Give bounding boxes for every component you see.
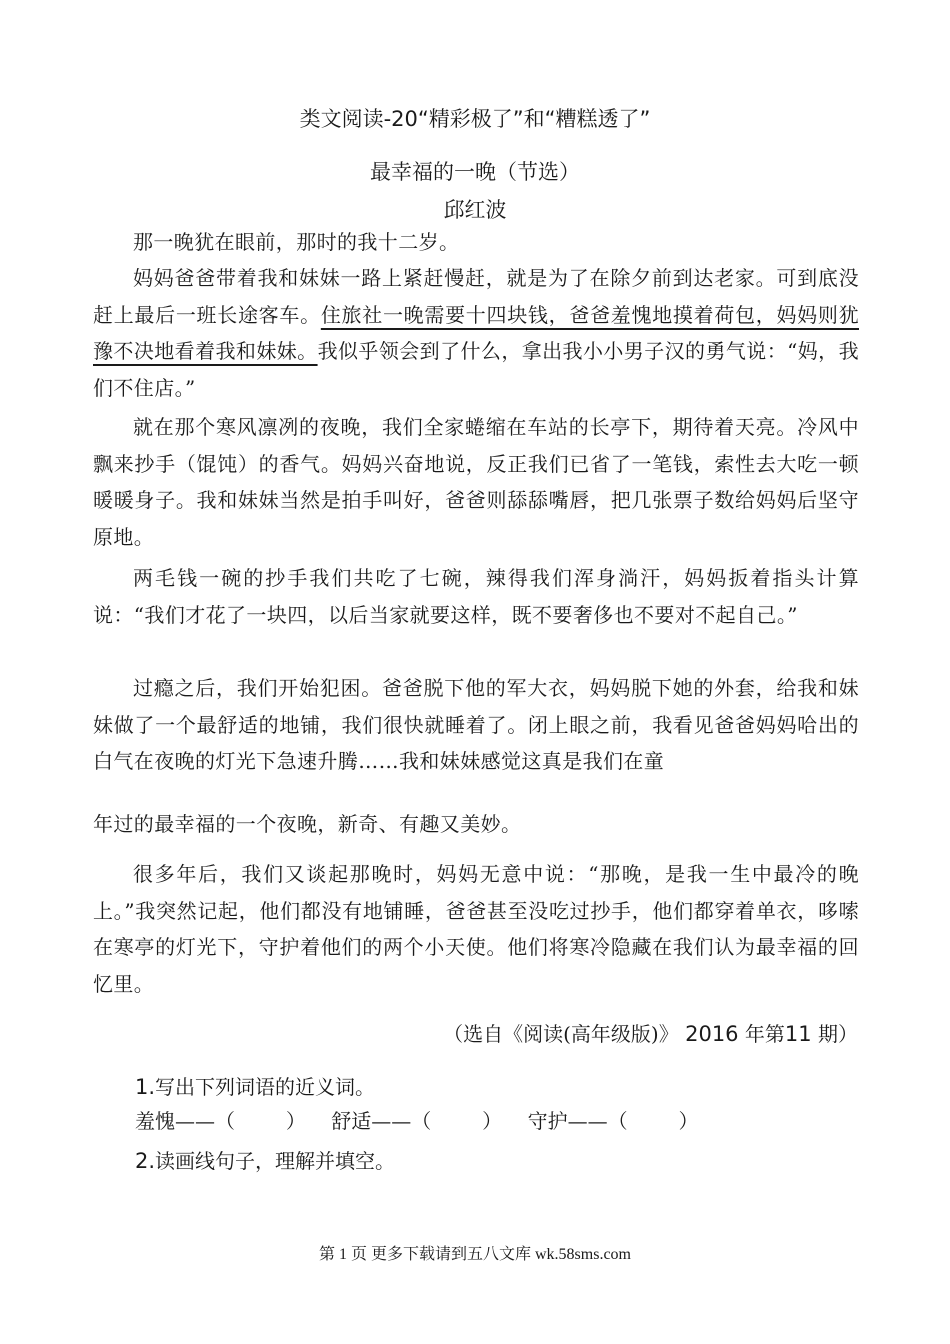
paragraph-4: 两毛钱一碗的抄手我们共吃了七碗，辣得我们浑身淌汗，妈妈扳着指头计算说：“我们才花了一块四，以后当家就要这样，既不要奢侈也不要对不起自己。” [93,566,859,627]
article-title: 最幸福的一晚（节选） [370,160,580,184]
question-1-number: 1. [135,1075,156,1099]
page-footer: 第 1 页 更多下载请到五八文库 wk.58sms.com [318,1246,631,1263]
underlined-sentence: 住旅社一晚需要十四块钱，爸爸羞愧地摸着荷包，妈妈则犹豫不决地看着我和妹妹。 [93,302,859,363]
paragraph-5-continued: 年过的最幸福的一个夜晚，新奇、有趣又美妙。 [93,812,522,836]
source-citation: （选自《阅读(高年级版)》 2016 年第11 期） [443,1022,858,1046]
question-2 [135,1144,395,1178]
paragraph-2-part-2: 我似乎领会到了什么，拿出我小小男子汉的勇气说：“妈，我们不住店。” [93,339,859,400]
paragraph-2 [93,260,859,406]
question-1-text: 写出下列词语的近义词。 [155,1075,376,1099]
synonym-blank-2: 舒适——（ ） [331,1109,503,1133]
paragraph-5: 过瘾之后，我们开始犯困。爸爸脱下他的军大衣，妈妈脱下她的外套，给我和妹妹做了一个最舒适的地铺，我们很快就睡着了。闭上眼之前，我看见爸爸妈妈哈出的白气在夜晚的灯光下急速升腾……我和妹妹感觉这真是我们在童 [93,676,859,773]
synonym-row [135,1104,698,1138]
question-1 [135,1070,375,1104]
paragraph-6: 很多年后，我们又谈起那晚时，妈妈无意中说：“那晚，是我一生中最冷的晚上。”我突然记起，他们都没有地铺睡，爸爸甚至没吃过抄手，他们都穿着单衣，哆嗦在寒亭的灯光下，守护着他们的两个小天使。他们将寒冷隐藏在我们认为最幸福的回忆里。 [93,862,859,996]
question-2-number: 2. [135,1149,156,1173]
paragraph-1: 那一晚犹在眼前，那时的我十二岁。 [133,230,460,254]
paragraph-2-part-1: 妈妈爸爸带着我和妹妹一路上紧赶慢赶，就是为了在除夕前到达老家。可到底没赶上最后一班长途客车。 [93,266,859,327]
article-author: 邱红波 [443,198,507,222]
synonym-blank-3: 守护——（ ） [527,1109,699,1133]
document-title: 类文阅读-20“精彩极了”和“糟糕透了” [299,107,651,131]
synonym-blank-1: 羞愧——（ ） [135,1109,306,1133]
paragraph-3: 就在那个寒风凛冽的夜晚，我们全家蜷缩在车站的长亭下，期待着天亮。冷风中飘来抄手（馄饨）的香气。妈妈兴奋地说，反正我们已省了一笔钱，索性去大吃一顿暖暖身子。我和妹妹当然是拍手叫好，爸爸则舔舔嘴唇，把几张票子数给妈妈后坚守原地。 [93,415,859,549]
question-2-text: 读画线句子，理解并填空。 [155,1149,396,1173]
